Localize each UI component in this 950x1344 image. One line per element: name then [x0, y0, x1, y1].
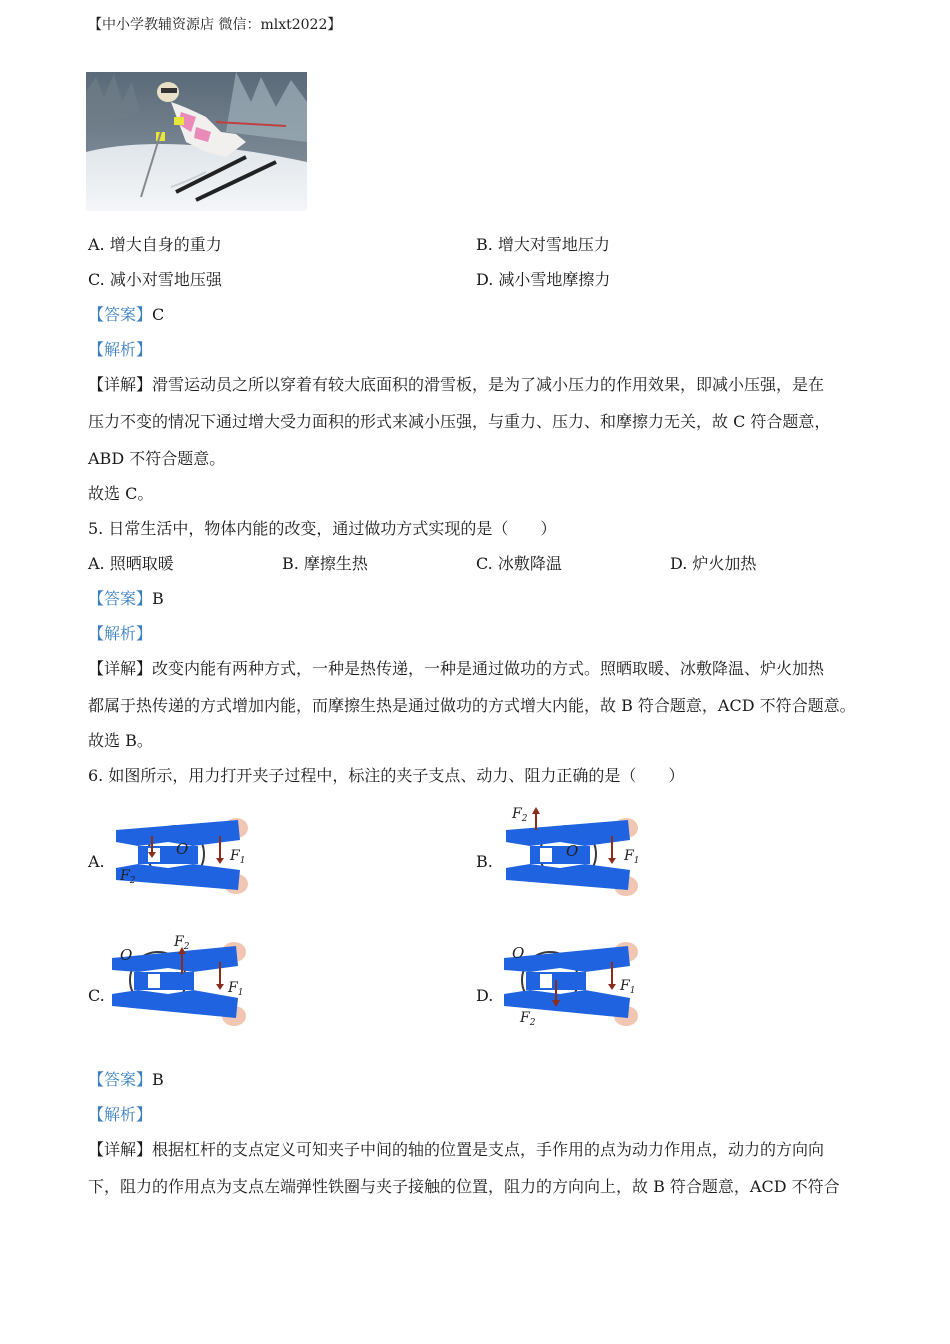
q6-option-b: B. — [476, 852, 493, 871]
q5-analysis-tag: 【解析】 — [88, 624, 153, 643]
q5-answer — [88, 589, 164, 609]
q5-option-b: B. 摩擦生热 — [282, 554, 368, 573]
q6-detail-line-1 — [88, 1140, 824, 1160]
q6-option-a: A. — [88, 852, 105, 871]
label-f2: $F_2$ — [512, 806, 528, 824]
label-f2: $F_2$ — [174, 934, 190, 952]
skier-photo — [86, 72, 307, 211]
answer-tag: 【答案】 — [88, 1070, 153, 1089]
q4-option-c: C. 减小对雪地压强 — [88, 270, 222, 289]
q5-option-c: C. 冰敷降温 — [476, 554, 562, 573]
q5-detail-line-1 — [88, 659, 824, 679]
detail-text: 改变内能有两种方式，一种是热传递，一种是通过做功的方式。照晒取暖、冰敷降温、炉火加热 — [152, 659, 825, 678]
label-f1: $F_1$ — [620, 978, 636, 996]
q4-option-d: D. 减小雪地摩擦力 — [476, 270, 611, 289]
q6-answer — [88, 1070, 164, 1090]
detail-tag: 【详解】 — [88, 659, 153, 678]
q5-conclusion: 故选 B。 — [88, 731, 153, 750]
q4-conclusion: 故选 C。 — [88, 484, 154, 503]
label-f1: $F_1$ — [624, 848, 640, 866]
answer-value: B — [152, 589, 164, 608]
q5-option-a: A. 照晒取暖 — [88, 554, 174, 573]
clip-figure-c — [108, 934, 248, 1032]
q5-stem: 5. 日常生活中，物体内能的改变，通过做功方式实现的是（ ） — [88, 519, 557, 538]
answer-tag: 【答案】 — [88, 305, 153, 324]
q6-option-c: C. — [88, 986, 105, 1005]
q5-detail-line-2: 都属于热传递的方式增加内能，而摩擦生热是通过做功的方式增大内能，故 B 符合题意，ACD 不符合题意。 — [88, 696, 856, 715]
q6-option-d: D. — [476, 986, 494, 1005]
label-o: O — [120, 946, 133, 964]
label-f2: $F_2$ — [520, 1010, 536, 1028]
clip-figure-a — [108, 806, 248, 902]
answer-tag: 【答案】 — [88, 589, 153, 608]
label-f2: $F_2$ — [120, 868, 136, 886]
q4-detail-line-1 — [88, 375, 824, 395]
q6-detail-line-2: 下，阻力的作用点为支点左端弹性铁圈与夹子接触的位置，阻力的方向向上，故 B 符合题意，ACD 不符合 — [88, 1177, 840, 1196]
detail-tag: 【详解】 — [88, 1140, 153, 1159]
label-o: O — [566, 842, 579, 860]
clip-figure-d — [500, 934, 640, 1032]
q5-option-d: D. 炉火加热 — [670, 554, 757, 573]
label-f1: $F_1$ — [228, 980, 244, 998]
detail-text: 滑雪运动员之所以穿着有较大底面积的滑雪板，是为了减小压力的作用效果，即减小压强，是在 — [152, 375, 825, 394]
page-header: 【中小学教辅资源店 微信：mlxt2022】 — [88, 17, 342, 33]
q4-detail-line-2: 压力不变的情况下通过增大受力面积的形式来减小压强，与重力、压力、和摩擦力无关，故 C 符合题意， — [88, 412, 831, 431]
label-f1: $F_1$ — [230, 848, 246, 866]
q4-option-a: A. 增大自身的重力 — [88, 235, 222, 254]
q4-option-b: B. 增大对雪地压力 — [476, 235, 610, 254]
q4-detail-line-3: ABD 不符合题意。 — [88, 449, 226, 468]
clip-figure-b — [500, 804, 640, 902]
q6-analysis-tag: 【解析】 — [88, 1105, 153, 1124]
q4-analysis-tag: 【解析】 — [88, 340, 153, 359]
q4-answer — [88, 305, 164, 325]
detail-text: 根据杠杆的支点定义可知夹子中间的轴的位置是支点，手作用的点为动力作用点，动力的方向向 — [152, 1140, 825, 1159]
detail-tag: 【详解】 — [88, 375, 153, 394]
answer-value: B — [152, 1070, 164, 1089]
label-o: O — [176, 840, 189, 858]
label-o: O — [512, 944, 525, 962]
q6-stem: 6. 如图所示，用力打开夹子过程中，标注的夹子支点、动力、阻力正确的是（ ） — [88, 766, 685, 785]
answer-value: C — [152, 305, 165, 324]
